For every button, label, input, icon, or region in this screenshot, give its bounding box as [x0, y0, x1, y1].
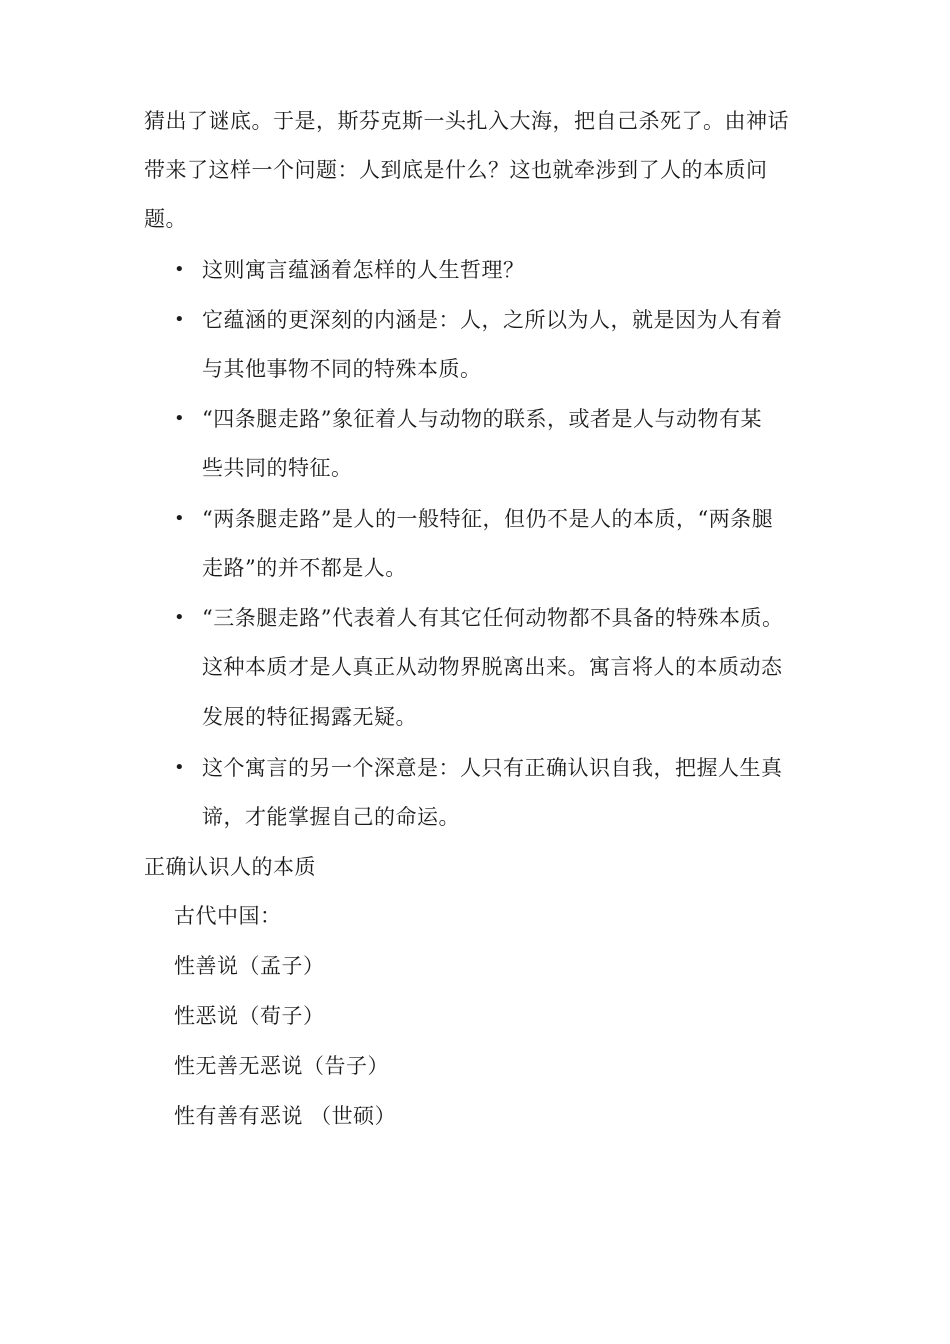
section-heading: 正确认识人的本质 [144, 855, 316, 879]
bullet-marker: • [174, 309, 185, 330]
bullet-3-line-2: 些共同的特征。 [202, 456, 353, 480]
bullet-marker: • [174, 408, 185, 429]
bullet-3-line-1: “四条腿走路”象征着人与动物的联系，或者是人与动物有某 [202, 407, 762, 431]
section-item: 性有善有恶说 （世硕） [174, 1104, 397, 1128]
section-item: 古代中国： [174, 904, 282, 928]
intro-line-2: 带来了这样一个问题：人到底是什么？这也就牵涉到了人的本质问 [144, 158, 768, 182]
bullet-marker: • [174, 508, 185, 529]
section-item: 性无善无恶说（告子） [174, 1054, 389, 1078]
bullet-5-line-2: 这种本质才是人真正从动物界脱离出来。寓言将人的本质动态 [202, 655, 783, 679]
bullet-2-line-2: 与其他事物不同的特殊本质。 [202, 357, 482, 381]
intro-line-3: 题。 [144, 207, 187, 231]
bullet-marker: • [174, 259, 185, 280]
bullet-marker: • [174, 757, 185, 778]
section-item: 性善说（孟子） [174, 954, 325, 978]
bullet-6-line-2: 谛，才能掌握自己的命运。 [202, 805, 460, 829]
bullet-4-line-1: “两条腿走路”是人的一般特征，但仍不是人的本质，“两条腿 [202, 507, 774, 531]
bullet-1-line-1: 这则寓言蕴涵着怎样的人生哲理？ [202, 258, 525, 282]
bullet-5-line-3: 发展的特征揭露无疑。 [202, 705, 417, 729]
bullet-marker: • [174, 607, 185, 628]
intro-line-1: 猜出了谜底。于是，斯芬克斯一头扎入大海，把自己杀死了。由神话 [144, 109, 789, 133]
bullet-5-line-1: “三条腿走路”代表着人有其它任何动物都不具备的特殊本质。 [202, 606, 784, 630]
bullet-4-line-2: 走路”的并不都是人。 [202, 556, 407, 580]
bullet-6-line-1: 这个寓言的另一个深意是：人只有正确认识自我，把握人生真 [202, 756, 783, 780]
bullet-2-line-1: 它蕴涵的更深刻的内涵是：人，之所以为人，就是因为人有着 [202, 308, 783, 332]
section-item: 性恶说（荀子） [174, 1004, 325, 1028]
